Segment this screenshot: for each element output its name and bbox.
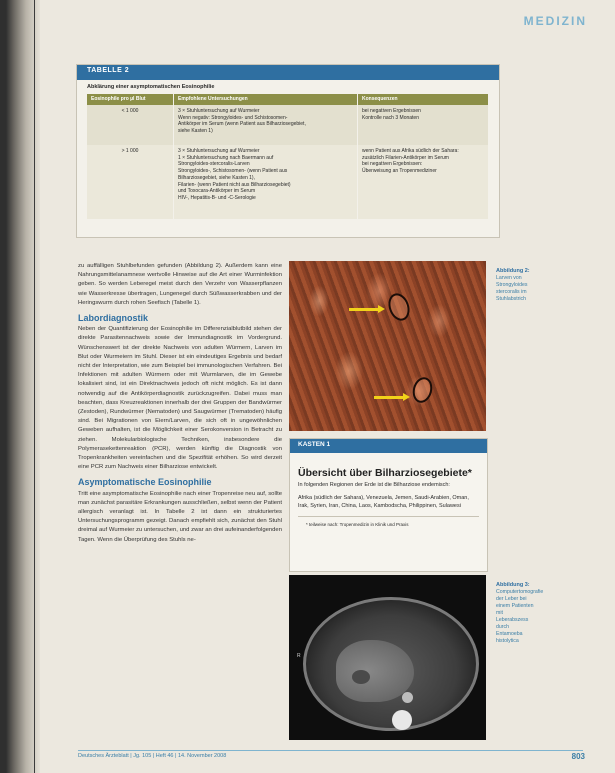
ct-aorta	[402, 692, 413, 703]
yellow-arrow-icon	[349, 308, 379, 311]
table-2-tag: TABELLE 2	[77, 65, 499, 80]
column-header-consequences: Konsequenzen	[358, 94, 489, 105]
column-header-eosinophils: Eosinophile pro µl Blut	[87, 94, 174, 105]
larva-outline	[410, 375, 435, 405]
box-1-body: Afrika (südlich der Sahara), Venezuela, Jemen, Saudi-Arabien, Oman, Irak, Syrien, Iran, China, Laos, Kambodscha, Philippinen, Sulawesi	[298, 494, 469, 509]
ct-orientation-marker: R	[297, 653, 301, 659]
cell-line: 3 × Stuhluntersuchung auf Wurmeier	[178, 147, 260, 154]
page-number: 803	[571, 752, 585, 761]
cell-line: wenn Patient aus Afrika südlich der Sahara:	[362, 147, 459, 154]
cell-line: HIV-, Hepatitis-B- und -C-Serologie	[178, 195, 256, 201]
cell-range: > 1 000	[87, 145, 174, 219]
figure-2-caption-text: Larven von Strongyloides stercoralis im Stuhlabstrich	[496, 275, 528, 302]
box-1-footnote: * teilweise nach: Tropenmedizin in Klinik und Praxis	[298, 516, 479, 527]
ct-liver-lesion	[352, 670, 370, 684]
journal-citation: Deutsches Ärzteblatt | Jg. 105 | Heft 46 | 14. November 2008	[78, 753, 227, 759]
cell-line: Wenn negativ: Strongyloides- und Schistosomen-	[178, 114, 288, 121]
figure-2-micrograph	[289, 261, 486, 431]
figure-3-caption	[496, 582, 544, 645]
box-1-subtitle: In folgenden Regionen der Erde ist die Bilharziose endemisch:	[298, 482, 450, 488]
heading-asymptomatic-eosinophilia: Asymptomatische Eosinophilie	[78, 477, 212, 488]
table-row	[87, 145, 489, 219]
cell-line: Strongyloides-, Schistosomen- (wenn Patient aus	[178, 168, 288, 174]
paragraph-labordiagnostik: Neben der Quantifizierung der Eosinophilie im Differenzialblutbild stehen der direkte Parasitennachweis sowie der Immundiagnostik im Vordergrund. Wünschenswert ist der direkte Nachweis von adulten Würmern, Larven im Blut oder Wurmeiern im Stuhl. Dieser ist ein eindeutiges Ergebnis und bedarf nicht der Interpretation, wie zum Beispiel bei immunologischen Verfahren. Bei Infektionen mit adulten Würmern oder mit Wurmlarven, die im Gewebe lokalisiert sind, ist ein Direktnachweis jedoch oft nicht möglich. Es ist dann notwendig auf die Antikörperdiagnostik zurückzugreifen. Dabei muss man beachten, dass Kreuzreaktionen innerhalb der drei Gruppen der Bandwürmer (Zestoden), Rundwürmer (Nematoden) und Saugwürmer (Trematoden) häufig sind. Bei Migrationen von Eiern/Larven, die sich oft in ungewöhnlichen Geweben aufhalten, ist die Möglichkeit einer Serokonversion in Betracht zu ziehen. Molekularbiologische Techniken, insbesondere die Polymerasekettenreaktion (PCR), werden künftig die Diagnostik von Tropenkrankheiten vereinfachen und die Spezifität erhöhen. So wird derzeit eine PCR zum Nachweis einer Bilharziose entwickelt.	[78, 326, 282, 471]
paragraph-asymptomatic-eosinophilia: Tritt eine asymptomatische Eosinophilie nach einer Tropenreise neu auf, sollte man zunächst parasitäre Erkrankungen ausschließen, selbst wenn der Patient allergisch veranlagt ist. In Tabelle 2 ist dann ein strukturiertes Untersuchungsprogramm gezeigt. Danach empfiehlt sich, zunächst den Stuhl dreimal auf Wurmeier zu untersuchen, und zwar an drei aufeinanderfolgenden Tagen. Wenn die Überprüfung des Stuhls ne-	[78, 490, 282, 543]
cell-line: bei negativen Ergebnissen:	[362, 161, 423, 168]
cell-line: 1 × Stuhluntersuchung nach Baermann auf	[178, 154, 274, 161]
cell-consequence	[358, 105, 489, 145]
cell-consequence	[358, 145, 489, 219]
larva-outline	[385, 290, 413, 323]
cell-line: und Toxocara-Antikörper im Serum	[178, 188, 256, 195]
ct-abdomen-cross-section	[303, 597, 479, 731]
ct-spine	[392, 710, 412, 730]
table-2-box	[76, 64, 500, 238]
figure-3-ct-scan	[289, 575, 486, 740]
table-2	[87, 94, 489, 219]
table-row	[87, 105, 489, 145]
ct-liver	[336, 640, 414, 702]
cell-line: bei negativen Ergebnissen	[362, 107, 421, 114]
cell-tests	[174, 105, 358, 145]
cell-line: siehe Kasten 1)	[178, 128, 213, 134]
table-header-row	[87, 94, 489, 105]
cell-line: Strongyloides-stercoralis-Larven	[178, 161, 250, 168]
intro-paragraph: zu auffälligen Stuhlbefunden gefunden (Abbildung 2). Außerdem kann eine Nahrungsmittelanamnese wertvolle Hinweise auf die Art einer Wurminfektion geben. So werden Leberegel meist durch den Verzehr von Wasserpflanzen wie Wasserkresse übertragen, Lungenegel durch Süßwasserkrabben und der Heringswurm durch rohen Seefisch (Tabelle 1).	[78, 263, 282, 306]
cell-line: Filarien- (wenn Patient nicht aus Bilharziosegebiet)	[178, 181, 291, 188]
yellow-arrow-icon	[374, 396, 404, 399]
table-2-caption: Abklärung einer asymptomatischen Eosinophilie	[87, 84, 215, 90]
section-label: MEDIZIN	[523, 14, 587, 28]
cell-range: < 1 000	[87, 105, 174, 145]
box-1	[289, 438, 488, 572]
page-footer	[78, 750, 583, 764]
box-1-tag: KASTEN 1	[290, 439, 487, 453]
cell-line: zusätzlich Filarien-Antikörper im Serum	[362, 154, 449, 161]
figure-2-caption	[496, 268, 536, 303]
column-header-tests: Empfohlene Untersuchungen	[174, 94, 358, 105]
heading-labordiagnostik: Labordiagnostik	[78, 313, 149, 324]
article-text-column	[78, 262, 282, 547]
box-1-title: Übersicht über Bilharziosegebiete*	[298, 467, 472, 479]
cell-line: Überweisung an Tropenmediziner	[362, 168, 437, 174]
cell-line: Bilharziosegebiet, siehe Kasten 1),	[178, 174, 255, 181]
figure-3-caption-text: Computertomografie der Leber bei einem Patienten mit Leberabszess durch Entamoeba histolytica	[496, 589, 544, 644]
cell-line: 3 × Stuhluntersuchung auf Wurmeier	[178, 107, 260, 114]
figure-3-label: Abbildung 3:	[496, 582, 530, 588]
cell-line: Antikörper im Serum (wenn Patient aus Bilharziosegebiet,	[178, 121, 306, 128]
binding-edge	[34, 0, 35, 773]
figure-2-label: Abbildung 2:	[496, 268, 530, 274]
cell-line: Kontrolle nach 3 Monaten	[362, 114, 419, 121]
cell-tests	[174, 145, 358, 219]
